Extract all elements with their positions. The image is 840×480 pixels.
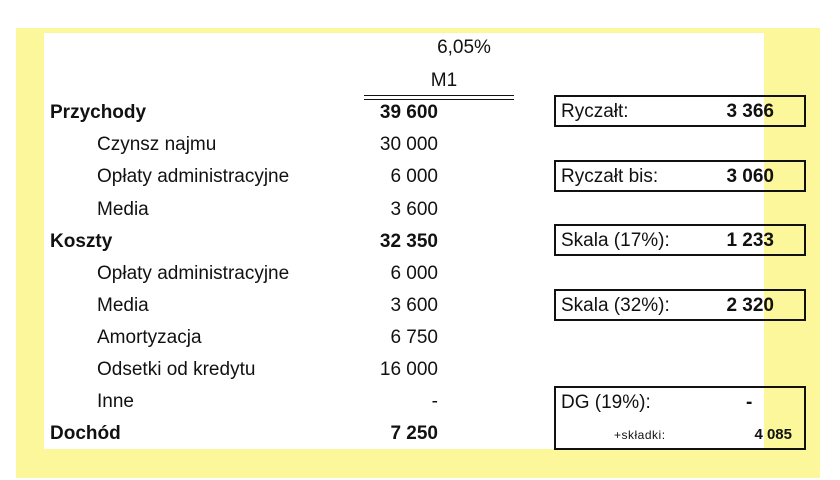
- tax-box-label: Skala (17%):: [561, 230, 670, 251]
- row-label: Koszty: [50, 231, 113, 252]
- tax-box-label: Ryczałt:: [561, 101, 629, 122]
- double-underline-top: [364, 95, 514, 96]
- row-value: 6 000: [390, 166, 438, 187]
- row-value: 3 600: [390, 295, 438, 316]
- row-label: Media: [97, 295, 149, 316]
- row-value: 32 350: [379, 231, 438, 252]
- row-value: -: [431, 391, 438, 412]
- tax-box-label: Ryczałt bis:: [561, 166, 659, 187]
- row-value: 16 000: [379, 359, 438, 380]
- tax-box-skala-17: [554, 224, 806, 256]
- row-label: Opłaty administracyjne: [97, 166, 290, 187]
- tax-box-value: 1 233: [726, 230, 774, 251]
- row-value: 3 600: [390, 199, 438, 220]
- tax-box-value: 3 366: [726, 101, 774, 122]
- dg-label: DG (19%):: [561, 392, 651, 413]
- dg-contributions-value: 4 085: [754, 426, 792, 443]
- tax-box-label: Skala (32%):: [561, 295, 670, 316]
- dg-contributions-label: +składki:: [614, 428, 666, 442]
- tax-box-dg: [554, 386, 806, 450]
- double-underline-bottom: [364, 99, 514, 100]
- tax-box-ryczalt: [554, 95, 806, 127]
- row-label: Dochód: [50, 423, 121, 444]
- tax-box-value: 2 320: [726, 295, 774, 316]
- row-label: Czynsz najmu: [97, 134, 217, 155]
- tax-box-skala-32: [554, 289, 806, 321]
- row-value: 39 600: [379, 102, 438, 123]
- row-label: Przychody: [50, 102, 147, 123]
- dg-value: -: [746, 392, 753, 413]
- row-value: 6 000: [390, 263, 438, 284]
- column-header-m1: M1: [430, 70, 458, 91]
- spreadsheet: [44, 33, 792, 449]
- row-label: Media: [97, 199, 149, 220]
- tax-box-ryczalt-bis: [554, 160, 806, 192]
- row-label: Odsetki od kredytu: [97, 359, 256, 380]
- row-value: 7 250: [390, 423, 438, 444]
- row-value: 30 000: [379, 134, 438, 155]
- row-value: 6 750: [390, 327, 438, 348]
- row-label: Amortyzacja: [97, 327, 202, 348]
- row-label: Inne: [97, 391, 134, 412]
- tax-box-value: 3 060: [726, 166, 774, 187]
- rate-header: 6,05%: [437, 37, 491, 58]
- row-label: Opłaty administracyjne: [97, 263, 290, 284]
